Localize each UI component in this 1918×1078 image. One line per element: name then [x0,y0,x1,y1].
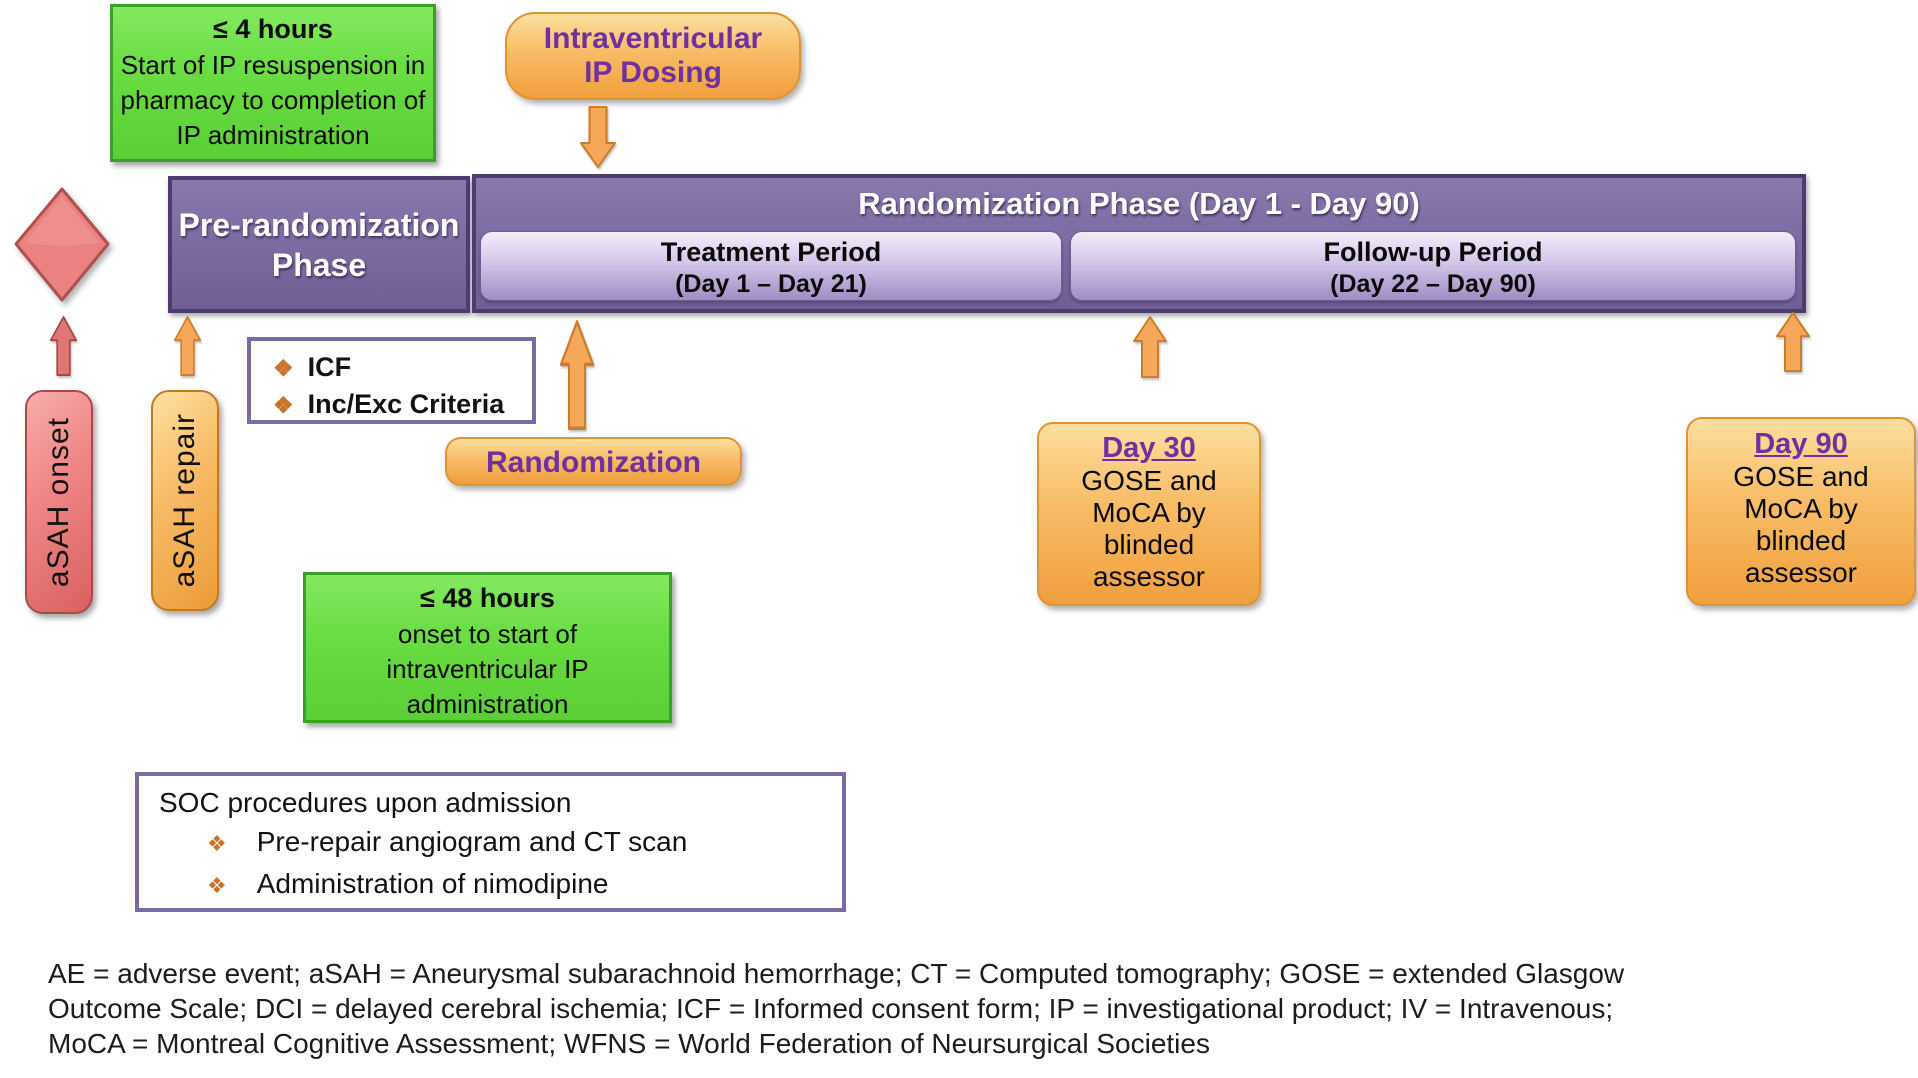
down-arrow-icon [580,106,616,168]
box-line: blinded [1755,525,1847,556]
box-line: assessor [1092,561,1206,592]
day30-assessment-box [1037,422,1261,606]
up-arrow-icon [174,316,201,376]
box-line: blinded [1103,529,1195,560]
randomization-box [445,437,742,486]
followup-period-box [1070,231,1796,301]
box-line: MoCA by [1744,493,1858,524]
asah-repair-pill [151,390,219,611]
box-line: IP Dosing [584,56,722,89]
intraventricular-ip-dosing-box [505,12,801,100]
box-title: ≤ 4 hours [213,14,333,44]
day90-assessment-box [1686,417,1916,606]
treatment-period-box [480,231,1062,301]
up-arrow-icon [560,320,594,430]
box-line: IP administration [176,120,370,150]
box-line: GOSE and [1733,461,1869,492]
box-line: administration [406,689,569,719]
ip-resuspension-window-box [110,4,436,162]
day30-title: Day 30 [1102,432,1196,464]
up-arrow-icon [1776,312,1810,372]
soc-procedures-box [135,772,846,912]
box-line: Intraventricular [543,22,763,55]
legend-line: AE = adverse event; aSAH = Aneurysmal subarachnoid hemorrhage; CT = Computed tomography; GOSE = extended Glasgow [48,958,1625,989]
period-title: Treatment Period [660,237,882,267]
soc-item: Pre-repair angiogram and CT scan [256,826,688,857]
asah-onset-label: aSAH onset [42,416,75,588]
day90-title: Day 90 [1754,428,1848,460]
randomization-phase-title: Randomization Phase (Day 1 - Day 90) [858,186,1420,221]
asah-event-diamond-icon [12,186,112,304]
onset-to-ip-window-box [303,572,672,723]
box-line: Start of IP resuspension in [120,50,426,80]
box-title: ≤ 48 hours [420,583,555,613]
phase-label: Pre-randomization [178,206,460,243]
box-line: onset to start of [397,619,578,649]
asah-onset-pill [25,390,93,614]
randomization-phase-bar [472,174,1806,313]
asah-repair-label: aSAH repair [168,413,201,588]
box-line: GOSE and [1081,465,1217,496]
abbreviations-legend [48,956,1898,1061]
period-sub: (Day 1 – Day 21) [675,270,867,298]
soc-title: SOC procedures upon admission [159,787,572,818]
legend-line: MoCA = Montreal Cognitive Assessment; WFNS = World Federation of Neursurgical Societies [48,1028,1210,1059]
diamond-bullet-icon: ❖ [207,873,227,898]
diamond-bullet-icon: ❖ [273,392,294,418]
box-line: MoCA by [1092,497,1206,528]
up-arrow-icon [50,316,77,376]
period-sub: (Day 22 – Day 90) [1330,270,1536,298]
box-line: intraventricular IP [386,654,589,684]
pre-randomization-phase-box [168,176,470,313]
period-title: Follow-up Period [1323,237,1543,267]
phase-label: Phase [271,246,367,283]
box-line: assessor [1744,557,1858,588]
diamond-bullet-icon: ❖ [273,355,294,381]
soc-item: Administration of nimodipine [256,868,609,899]
diamond-bullet-icon: ❖ [207,831,227,856]
legend-line: Outcome Scale; DCI = delayed cerebral ischemia; ICF = Informed consent form; IP = investigational product; IV = Intravenous; [48,993,1614,1024]
box-line: pharmacy to completion of [120,85,426,115]
randomization-label: Randomization [486,446,701,479]
icf-item: Inc/Exc Criteria [307,389,505,419]
icf-criteria-box [247,337,536,424]
icf-item: ICF [307,352,352,382]
up-arrow-icon [1133,316,1167,378]
